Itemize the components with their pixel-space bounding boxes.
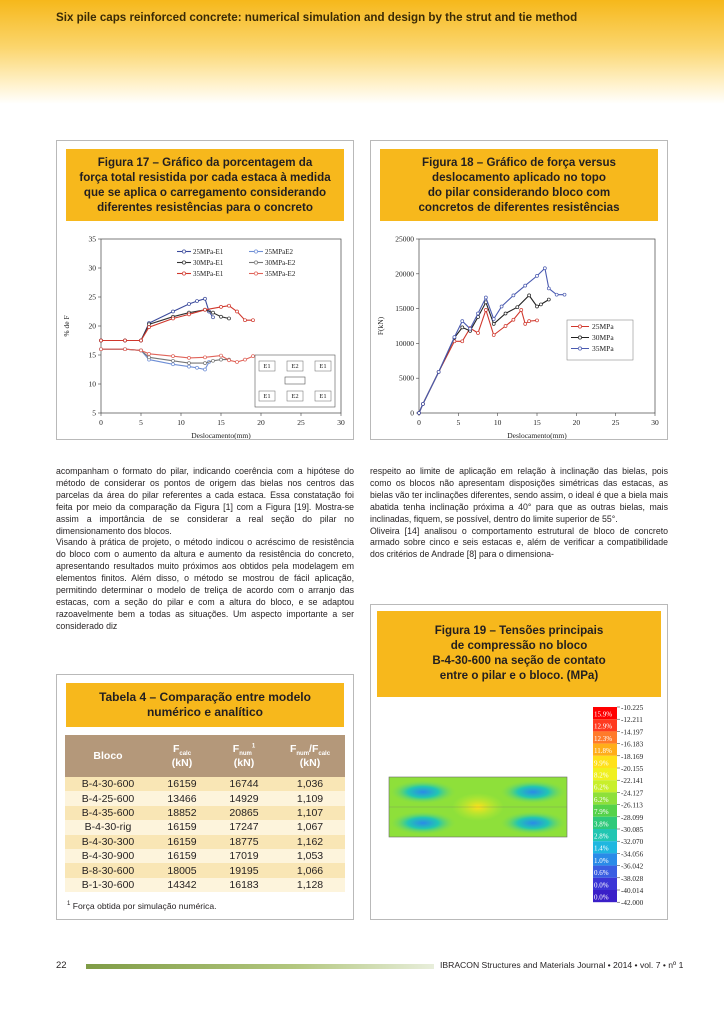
x-tick-label: 15 (217, 418, 225, 427)
data-point (204, 297, 207, 300)
x-axis-label: Deslocamento(mm) (191, 431, 251, 439)
caption-line: força total resistida por cada estaca à medida (79, 171, 331, 184)
cell-ratio: 1,036 (275, 777, 345, 791)
footnote-text: Força obtida por simulação numérica. (72, 901, 217, 911)
caption-line: diferentes resistências para o concreto (97, 201, 313, 214)
data-point (437, 370, 440, 373)
data-point (188, 302, 191, 305)
legend-label: 25MPa-E1 (193, 248, 224, 256)
cell-bloco: B-1-30-600 (65, 878, 151, 892)
series-line (419, 310, 537, 413)
data-point (520, 308, 523, 311)
footnote-mark: 1 (67, 901, 71, 908)
data-point (500, 305, 503, 308)
data-point (252, 319, 255, 322)
cell-ratio: 1,162 (275, 835, 345, 849)
data-point (461, 326, 464, 329)
legend-percent: 7.9% (594, 808, 609, 817)
legend-percent: 6.2% (594, 783, 609, 792)
data-point (100, 339, 103, 342)
legend-label: 25MPaE2 (265, 248, 293, 256)
data-point (512, 294, 515, 297)
legend-value: -36.042 (621, 862, 644, 871)
data-point (524, 322, 527, 325)
cell-bloco: B-8-30-600 (65, 863, 151, 877)
legend-marker (578, 347, 581, 350)
cell-fcalc: 18852 (151, 806, 213, 820)
legend-label: 30MPa-E1 (193, 259, 224, 267)
data-point (212, 359, 215, 362)
data-point (220, 315, 223, 318)
cell-fnum: 20865 (213, 806, 275, 820)
figure-17-caption (66, 149, 344, 221)
x-tick-label: 0 (417, 418, 421, 427)
legend-percent: 12.3% (594, 734, 613, 743)
data-point (528, 320, 531, 323)
legend-label: 35MPa-E1 (193, 270, 224, 278)
table-row (65, 835, 345, 849)
data-point (124, 348, 127, 351)
pile-label: E1 (319, 393, 327, 400)
cell-fcalc: 16159 (151, 849, 213, 863)
figure-19-caption (377, 611, 661, 697)
data-point (539, 303, 542, 306)
data-point (536, 305, 539, 308)
cell-bloco: B-4-35-600 (65, 806, 151, 820)
legend-percent: 15.9% (594, 710, 613, 719)
x-tick-label: 10 (177, 418, 185, 427)
legend-label: 35MPa (592, 344, 614, 353)
figure-19-box (370, 604, 668, 920)
legend-percent: 9.9% (594, 759, 609, 768)
y-tick-label: 15 (88, 350, 96, 360)
header-ratio: $F_{num}/F_{calc}$ (kN) (275, 735, 345, 777)
x-tick-label: 15 (533, 418, 541, 427)
table-row (65, 820, 345, 834)
legend-marker (578, 336, 581, 339)
caption-line: Figura 18 – Gráfico de força versus (422, 156, 616, 169)
data-point (477, 312, 480, 315)
legend-marker (182, 261, 185, 264)
x-tick-label: 5 (139, 418, 143, 427)
data-point (528, 294, 531, 297)
data-point (252, 355, 255, 358)
y-axis-label: F(kN) (376, 316, 385, 336)
legend-marker (182, 272, 185, 275)
header-bloco: Bloco (65, 735, 151, 777)
x-tick-label: 30 (337, 418, 345, 427)
cell-fnum: 16744 (213, 777, 275, 791)
series-line (101, 306, 253, 341)
table-row (65, 791, 345, 805)
legend-value: -30.085 (621, 826, 644, 834)
data-point (148, 323, 151, 326)
x-axis-label: Deslocamento(mm) (507, 431, 567, 439)
data-point (196, 300, 199, 303)
data-point (469, 327, 472, 330)
pile-label: E1 (263, 363, 271, 370)
legend-value: -28.099 (621, 813, 644, 822)
legend-percent: 3.8% (594, 820, 609, 829)
table-row (65, 777, 345, 791)
figure-17-box (56, 140, 354, 440)
pile-label: E2 (291, 393, 299, 400)
data-point (492, 322, 495, 325)
data-point (461, 340, 464, 343)
data-point (212, 316, 215, 319)
data-point (172, 359, 175, 362)
legend-percent: 11.8% (594, 747, 612, 756)
data-point (140, 349, 143, 352)
data-point (543, 267, 546, 270)
data-point (220, 354, 223, 357)
series-line (101, 310, 229, 341)
data-point (536, 319, 539, 322)
series-line (101, 349, 209, 369)
legend-percent: 6.2% (594, 795, 609, 804)
data-point (516, 306, 519, 309)
cell-ratio: 1,128 (275, 878, 345, 892)
legend-value: -12.211 (621, 716, 643, 725)
y-axis-label: % de F (62, 315, 71, 337)
caption-line: concretos de diferentes resistências (418, 201, 620, 214)
y-tick-label: 15000 (395, 304, 414, 314)
cell-fcalc: 16159 (151, 835, 213, 849)
y-tick-label: 20 (88, 321, 96, 331)
cell-fnum: 16183 (213, 878, 275, 892)
table-footnote (67, 901, 217, 911)
body-text-right (370, 466, 668, 561)
caption-line: deslocamento aplicado no topo (432, 171, 606, 184)
cell-fnum: 17247 (213, 820, 275, 834)
legend-value: -18.169 (621, 752, 644, 761)
data-point (172, 317, 175, 320)
series-line (419, 295, 549, 413)
caption-line: B-4-30-600 na seção de contato (432, 654, 606, 667)
paragraph: Visando à prática de projeto, o método indicou o acréscimo de resistência do bloco com o aumento da altura e aumento da resistência do concreto, apresentando resultados muito próximos aos obtidos pela modelagem em elementos finitos. Além disso, o método se mostrou de fácil aplicação, permitindo determinar o modelo de treliça de acordo com o arranjo das estacas, com a seção do pilar e com a altura do bloco, e se adaptou razoavelmente bem a todas as situações. Um aspecto importante a ser considerado diz (56, 537, 354, 631)
data-point (188, 362, 191, 365)
legend-value: -14.197 (621, 728, 644, 737)
data-point (492, 318, 495, 321)
stress-contour-figure (371, 699, 667, 921)
data-point (563, 293, 566, 296)
data-point (188, 313, 191, 316)
x-tick-label: 0 (99, 418, 103, 427)
table-row (65, 863, 345, 877)
block-section-contour (389, 777, 567, 837)
journal-citation: IBRACON Structures and Materials Journal • 2014 • vol. 7 • nº 1 (440, 960, 684, 970)
x-tick-label: 25 (297, 418, 305, 427)
figure-18-caption (380, 149, 658, 221)
legend-label: 30MPa (592, 333, 614, 342)
table-row (65, 849, 345, 863)
data-point (236, 310, 239, 313)
table-row (65, 806, 345, 820)
data-point (484, 296, 487, 299)
data-point (228, 304, 231, 307)
y-tick-label: 20000 (395, 269, 414, 279)
data-point (140, 339, 143, 342)
figure-18-box (370, 140, 668, 440)
legend-marker (254, 272, 257, 275)
legend-percent: 0.0% (594, 893, 609, 902)
cell-fcalc: 18005 (151, 863, 213, 877)
y-tick-label: 35 (88, 234, 96, 244)
data-point (244, 319, 247, 322)
table-4-caption (66, 683, 344, 727)
data-point (148, 352, 151, 355)
data-point (204, 362, 207, 365)
cell-fcalc: 16159 (151, 820, 213, 834)
cell-ratio: 1,053 (275, 849, 345, 863)
paragraph: respeito ao limite de aplicação em relação à inclinação das bielas, pois como os blocos não apresentam disposições simétricas das estacas, as bielas vão ter inclinações diferentes, sendo assim, o ideal é que a biela mais abatida tenha inclinação próxima a 40° para que as outras bielas, mais inclinadas, fiquem, se possível, dentro do limite superior de 55°. (370, 466, 668, 524)
table-header-row (65, 735, 345, 777)
legend-label: 30MPa-E2 (265, 259, 296, 267)
caption-line: Tabela 4 – Comparação entre modelo (99, 690, 311, 704)
x-tick-label: 20 (257, 418, 265, 427)
data-point (196, 366, 199, 369)
legend-percent: 0.0% (594, 881, 609, 890)
data-point (504, 312, 507, 315)
data-point (188, 356, 191, 359)
data-point (492, 334, 495, 337)
y-tick-label: 5000 (399, 373, 414, 383)
y-tick-label: 25000 (395, 234, 414, 244)
data-point (547, 298, 550, 301)
header-fnum: $F_{num}^1$ (kN) (213, 735, 275, 777)
legend-value: -20.155 (621, 765, 644, 773)
y-tick-label: 10000 (395, 338, 414, 348)
legend-percent: 0.6% (594, 869, 609, 878)
cell-fcalc: 13466 (151, 791, 213, 805)
legend-marker (578, 325, 581, 328)
data-point (204, 368, 207, 371)
y-tick-label: 25 (88, 292, 96, 302)
legend-percent: 12.9% (594, 722, 613, 731)
caption-line: numérico e analítico (146, 705, 264, 719)
running-header-title: Six pile caps reinforced concrete: numerical simulation and design by the strut and tie method (56, 11, 578, 24)
figure-18-chart (371, 227, 667, 439)
data-point (172, 363, 175, 366)
cell-ratio: 1,066 (275, 863, 345, 877)
caption-line: Figura 17 – Gráfico da porcentagem da (97, 156, 313, 169)
cell-fnum: 14929 (213, 791, 275, 805)
legend-marker (254, 261, 257, 264)
data-point (536, 274, 539, 277)
cell-ratio: 1,107 (275, 806, 345, 820)
cell-bloco: B-4-30-300 (65, 835, 151, 849)
header-fcalc: $F_{calc}$ (kN) (151, 735, 213, 777)
table-row (65, 878, 345, 892)
caption-line: Figura 19 – Tensões principais (434, 624, 604, 637)
caption-line: do pilar considerando bloco com (427, 186, 611, 199)
data-point (547, 287, 550, 290)
body-text-left (56, 466, 354, 633)
data-point (453, 336, 456, 339)
data-point (204, 356, 207, 359)
data-point (477, 331, 480, 334)
y-tick-label: 5 (92, 408, 96, 418)
cell-fnum: 17019 (213, 849, 275, 863)
data-point (484, 308, 487, 311)
pile-label: E2 (291, 363, 299, 370)
table-4-box (56, 674, 354, 920)
cell-bloco: B-4-30-600 (65, 777, 151, 791)
legend-percent: 2.8% (594, 832, 609, 841)
stress-legend (593, 704, 644, 907)
caption-line: entre o pilar e o bloco. (MPa) (439, 669, 599, 682)
data-point (204, 308, 207, 311)
data-point (228, 359, 231, 362)
page-number: 22 (56, 960, 67, 971)
cell-fcalc: 16159 (151, 777, 213, 791)
legend-label: 35MPa-E2 (265, 270, 296, 278)
data-point (504, 325, 507, 328)
cell-ratio: 1,109 (275, 791, 345, 805)
cell-fnum: 19195 (213, 863, 275, 877)
caption-line: de compressão no bloco (450, 639, 588, 652)
legend-value: -24.127 (621, 789, 644, 798)
cell-ratio: 1,067 (275, 820, 345, 834)
legend-label: 25MPa (592, 322, 614, 331)
cell-fnum: 18775 (213, 835, 275, 849)
data-point (512, 318, 515, 321)
data-point (236, 360, 239, 363)
paragraph: Oliveira [14] analisou o comportamento estrutural de bloco de concreto armado sobre cinco e seis estacas e, além de verificar a compatibilidade dos critérios de Andrade [8] para o dimensiona- (370, 525, 668, 560)
data-point (418, 412, 421, 415)
paragraph: acompanham o formato do pilar, indicando coerência com a hipótese do método de considerar os pontos de origem das bielas nos centros das parcelas da área do pilar referentes a cada estaca. Essa constatação foi feita por meio da comparação da Figura [1] com a Figura [19]. Mostra-se assim a importância de se considerar a real seção do pilar no dimensionamento dos blocos. (56, 466, 354, 536)
data-point (220, 305, 223, 308)
legend-value: -22.141 (621, 777, 644, 786)
legend-marker (182, 250, 185, 253)
data-point (100, 348, 103, 351)
y-tick-label: 30 (88, 263, 96, 273)
y-tick-label: 10 (88, 379, 96, 389)
cell-bloco: B-4-30-rig (65, 820, 151, 834)
comparison-table (65, 735, 345, 892)
data-point (220, 358, 223, 361)
x-tick-label: 10 (493, 418, 502, 427)
data-point (524, 284, 527, 287)
series-line (419, 268, 565, 413)
legend-value: -10.225 (621, 704, 644, 712)
data-point (172, 310, 175, 313)
legend-value: -34.056 (621, 850, 644, 859)
legend-value: -40.014 (621, 887, 644, 895)
figure-17-chart (57, 227, 353, 439)
y-tick-label: 0 (410, 408, 414, 418)
legend-percent: 8.2% (594, 771, 609, 780)
data-point (124, 339, 127, 342)
legend-value: -26.113 (621, 801, 643, 810)
pillar-outline (285, 377, 305, 384)
series-line (101, 299, 213, 341)
caption-line: que se aplica o carregamento considerando (83, 186, 327, 199)
legend-value: -16.183 (621, 740, 644, 749)
x-tick-label: 25 (611, 418, 620, 427)
data-point (172, 355, 175, 358)
data-point (244, 358, 247, 361)
data-point (148, 356, 151, 359)
data-point (461, 320, 464, 323)
legend-percent: 1.0% (594, 856, 609, 865)
pile-label: E1 (263, 393, 271, 400)
cell-bloco: B-4-30-900 (65, 849, 151, 863)
legend-value: -32.070 (621, 838, 644, 847)
legend-value: -42.000 (621, 899, 644, 908)
cell-fcalc: 14342 (151, 878, 213, 892)
data-point (555, 293, 558, 296)
legend-value: -38.028 (621, 874, 644, 883)
x-tick-label: 30 (651, 418, 659, 427)
data-point (212, 311, 215, 314)
x-tick-label: 5 (456, 418, 461, 427)
data-point (228, 317, 231, 320)
legend-marker (254, 250, 257, 253)
cell-bloco: B-4-25-600 (65, 791, 151, 805)
legend-percent: 1.4% (594, 844, 609, 853)
footer-rule (86, 964, 434, 969)
x-tick-label: 20 (572, 418, 581, 427)
data-point (421, 402, 424, 405)
data-point (148, 326, 151, 329)
data-point (188, 365, 191, 368)
pile-label: E1 (319, 363, 327, 370)
